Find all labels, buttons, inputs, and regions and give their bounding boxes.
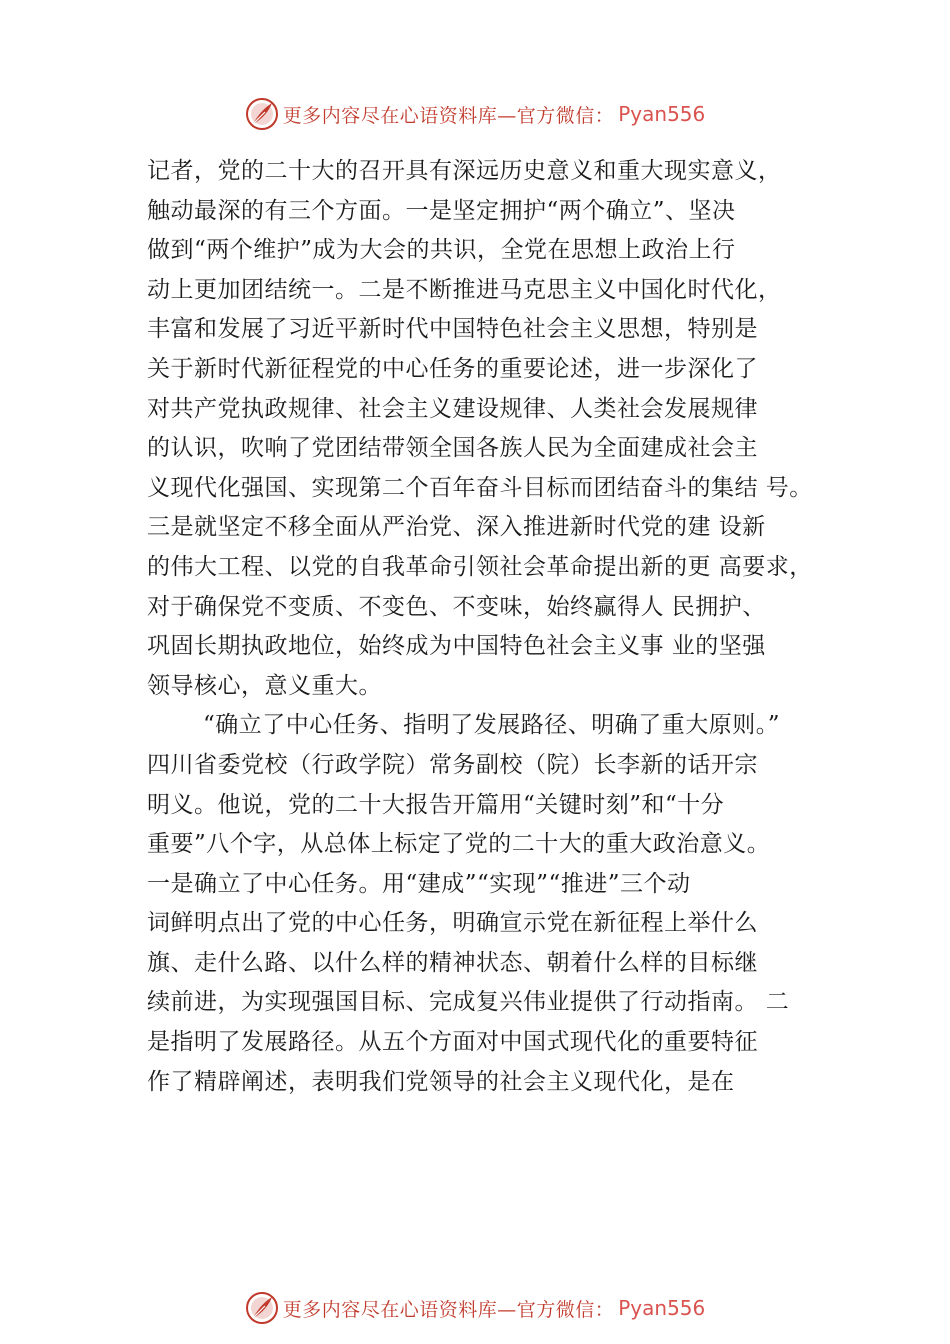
text-line: 旗、走什么路、以什么样的精神状态、朝着什么样的目标继 bbox=[147, 949, 758, 976]
text-line: 触动最深的有三个方面。一是坚定拥护“两个确立”、坚决 bbox=[147, 197, 736, 224]
document-body bbox=[147, 152, 867, 1102]
feather-pen-logo-icon bbox=[245, 97, 279, 131]
text-line: 关于新时代新征程党的中心任务的重要论述，进一步深化了 bbox=[147, 355, 758, 382]
text-line: 作了精辟阐述，表明我们党领导的社会主义现代化，是在 bbox=[147, 1068, 735, 1095]
text-line: 三是就坚定不移全面从严治党、深入推进新时代党的建 设新 bbox=[147, 514, 766, 541]
footer-wechat-id: Pyan556 bbox=[618, 1296, 706, 1320]
header-banner bbox=[0, 94, 950, 134]
text-line: 丰富和发展了习近平新时代中国特色社会主义思想，特别是 bbox=[147, 316, 758, 343]
text-line: “确立了中心任务、指明了发展路径、明确了重大原则。” bbox=[203, 712, 781, 739]
text-line: 领导核心，意义重大。 bbox=[147, 672, 382, 699]
header-banner-content bbox=[245, 97, 706, 131]
text-line: 是指明了发展路径。从五个方面对中国式现代化的重要特征 bbox=[147, 1029, 758, 1056]
text-line: 续前进，为实现强国目标、完成复兴伟业提供了行动指南。 二 bbox=[147, 989, 790, 1016]
text-line: 的伟大工程、以党的自我革命引领社会革命提出新的更 高要求， bbox=[147, 553, 813, 580]
text-line: 做到“两个维护”成为大会的共识，全党在思想上政治上行 bbox=[147, 237, 736, 264]
text-line: 重要”八个字，从总体上标定了党的二十大的重大政治意义。 bbox=[147, 831, 771, 858]
feather-pen-logo-icon bbox=[245, 1291, 279, 1325]
text-line: 四川省委党校（行政学院）常务副校（院）长李新的话开宗 bbox=[147, 751, 758, 778]
text-line: 义现代化强国、实现第二个百年奋斗目标而团结奋斗的集结 号。 bbox=[147, 474, 813, 501]
text-line: 词鲜明点出了党的中心任务，明确宣示党在新征程上举什么 bbox=[147, 910, 758, 937]
footer-banner-content bbox=[245, 1291, 706, 1325]
footer-text: 更多内容尽在心语资料库—官方微信： bbox=[282, 1298, 615, 1321]
text-line: 对共产党执政规律、社会主义建设规律、人类社会发展规律 bbox=[147, 395, 758, 422]
text-line: 对于确保党不变质、不变色、不变味，始终赢得人 民拥护、 bbox=[147, 593, 766, 620]
footer-banner bbox=[0, 1288, 950, 1328]
text-line: 巩固长期执政地位，始终成为中国特色社会主义事 业的坚强 bbox=[147, 633, 766, 660]
text-line: 明义。他说，党的二十大报告开篇用“关键时刻”和“十分 bbox=[147, 791, 725, 818]
header-wechat-id: Pyan556 bbox=[618, 102, 706, 126]
text-line: 动上更加团结统一。二是不断推进马克思主义中国化时代化， bbox=[147, 276, 782, 303]
text-line: 一是确立了中心任务。用“建成”“实现”“推进”三个动 bbox=[147, 870, 691, 897]
header-text: 更多内容尽在心语资料库—官方微信： bbox=[282, 104, 615, 127]
text-line: 的认识，吹响了党团结带领全国各族人民为全面建成社会主 bbox=[147, 435, 758, 462]
text-line: 记者，党的二十大的召开具有深远历史意义和重大现实意义， bbox=[147, 158, 782, 184]
